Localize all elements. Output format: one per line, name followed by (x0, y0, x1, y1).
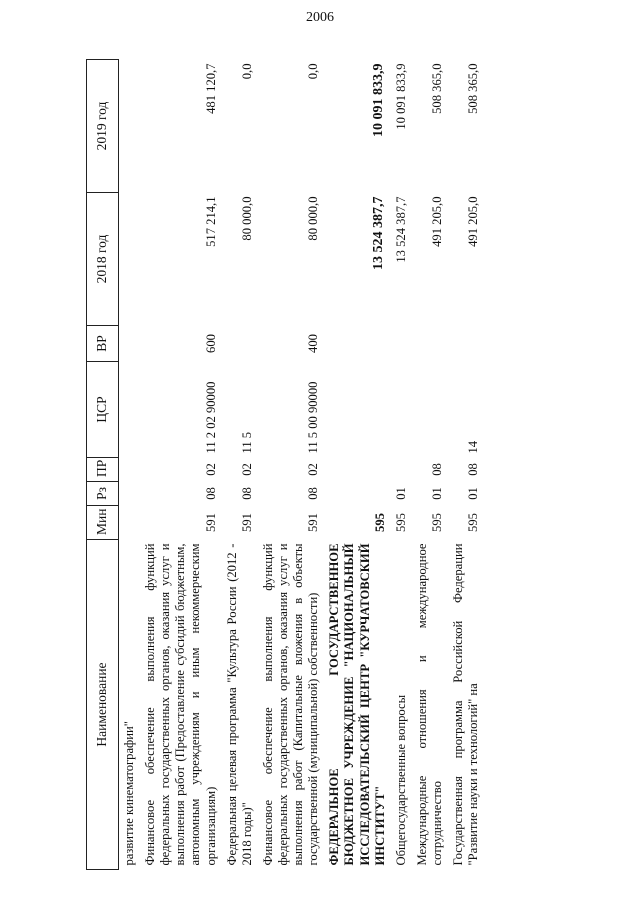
row-min: 591 (239, 513, 254, 532)
row-pr (324, 458, 390, 482)
row-name: Общегосударственные вопросы (393, 694, 408, 866)
row-rz (119, 482, 141, 506)
row-value-2018: 13 524 387,7 (393, 196, 408, 263)
row-csr (412, 362, 448, 458)
table-row (391, 60, 412, 870)
row-csr (324, 362, 390, 458)
row-name: Финансовое обеспечение выполнения функций федеральных государственных органов, оказания услуг и выполнения работ (Предоставление субсидий бюджетным, автономным учреждениям и иным некоммерческим организациям) (143, 543, 218, 866)
row-name: Финансовое обеспечение выполнения функций федеральных государственных органов, оказания услуг и выполнения работ (Капитальные вложения в объекты государственной (муниципальной) собственности) (260, 543, 321, 866)
row-name: Государственная программа Российской Федерации "Развитие науки и технологий" на (451, 543, 481, 866)
row-value-2019: 508 365,0 (466, 63, 481, 114)
row-value-2019: 10 091 833,9 (393, 63, 408, 130)
row-value-2019: 481 120,7 (203, 63, 218, 114)
table-header (87, 60, 119, 870)
column-header-2019: 2019 год (87, 60, 119, 193)
table-row (222, 60, 258, 870)
row-min: 591 (306, 513, 321, 532)
row-min (119, 506, 141, 540)
row-value-2018: 517 214,1 (203, 196, 218, 247)
row-name: Международные отношения и международное сотрудничество (414, 543, 444, 866)
row-name: ФЕДЕРАЛЬНОЕ ГОСУДАРСТВЕННОЕ БЮДЖЕТНОЕ УЧРЕЖДЕНИЕ "НАЦИОНАЛЬНЫЙ ИССЛЕДОВАТЕЛЬСКИЙ ЦЕНТР "КУРЧАТОВСКИЙ ИНСТИТУТ" (327, 543, 387, 866)
column-header-2018: 2018 год (87, 193, 119, 326)
row-min: 595 (429, 513, 444, 532)
row-vr (324, 326, 390, 362)
row-value-2018 (119, 193, 141, 326)
table-row (448, 60, 484, 870)
row-value-2018: 80 000,0 (306, 196, 321, 241)
column-header-csr: ЦСР (87, 362, 119, 458)
row-csr: 11 5 00 90000 (306, 381, 321, 454)
row-value-2018: 80 000,0 (239, 196, 254, 241)
row-value-2019: 508 365,0 (429, 63, 444, 114)
row-pr (119, 458, 141, 482)
table-row (258, 60, 324, 870)
row-vr: 600 (203, 334, 218, 353)
row-vr (412, 326, 448, 362)
row-rz: 08 (306, 487, 321, 500)
row-value-2018: 491 205,0 (429, 196, 444, 247)
column-header-name: Наименование (87, 540, 119, 870)
row-value-2018: 491 205,0 (466, 196, 481, 247)
row-rz: 01 (429, 487, 444, 500)
table-body (119, 60, 485, 870)
table-row (140, 60, 222, 870)
row-pr: 02 (239, 463, 254, 476)
row-value-2019: 10 091 833,9 (370, 63, 386, 137)
row-value-2019 (119, 60, 141, 193)
row-pr: 02 (203, 463, 218, 476)
row-rz: 01 (466, 487, 481, 500)
row-pr: 02 (306, 463, 321, 476)
table-row (324, 60, 390, 870)
row-vr (391, 326, 412, 362)
row-csr: 11 2 02 90000 (203, 381, 218, 454)
row-rz: 01 (393, 487, 408, 500)
row-csr (391, 362, 412, 458)
row-csr (119, 362, 141, 458)
row-pr: 08 (429, 463, 444, 476)
row-rz (324, 482, 390, 506)
row-rz: 08 (239, 487, 254, 500)
column-header-vr: ВР (87, 326, 119, 362)
column-header-min: Мин (87, 506, 119, 540)
row-min: 591 (203, 513, 218, 532)
row-value-2019: 0,0 (306, 63, 321, 80)
row-vr: 400 (306, 334, 321, 353)
row-name: развитие кинематографии" (122, 721, 136, 866)
row-rz: 08 (203, 487, 218, 500)
table-row (412, 60, 448, 870)
rotated-page (86, 60, 606, 870)
row-min: 595 (466, 513, 481, 532)
row-pr (391, 458, 412, 482)
budget-table (86, 59, 484, 870)
row-name: Федеральная целевая программа "Культура России (2012 - 2018 годы)" (224, 543, 254, 866)
row-csr: 14 (466, 440, 481, 454)
row-pr: 08 (466, 463, 481, 476)
column-header-pr: ПР (87, 458, 119, 482)
table-row (119, 60, 141, 870)
row-vr (119, 326, 141, 362)
row-vr (222, 326, 258, 362)
row-min: 595 (393, 513, 408, 532)
row-min: 595 (372, 513, 387, 532)
column-header-rz: Рз (87, 482, 119, 506)
row-value-2018: 13 524 387,7 (370, 196, 386, 270)
row-csr: 11 5 (239, 431, 254, 454)
row-value-2019: 0,0 (239, 63, 254, 80)
row-vr (448, 326, 484, 362)
page-number: 2006 (306, 10, 334, 25)
